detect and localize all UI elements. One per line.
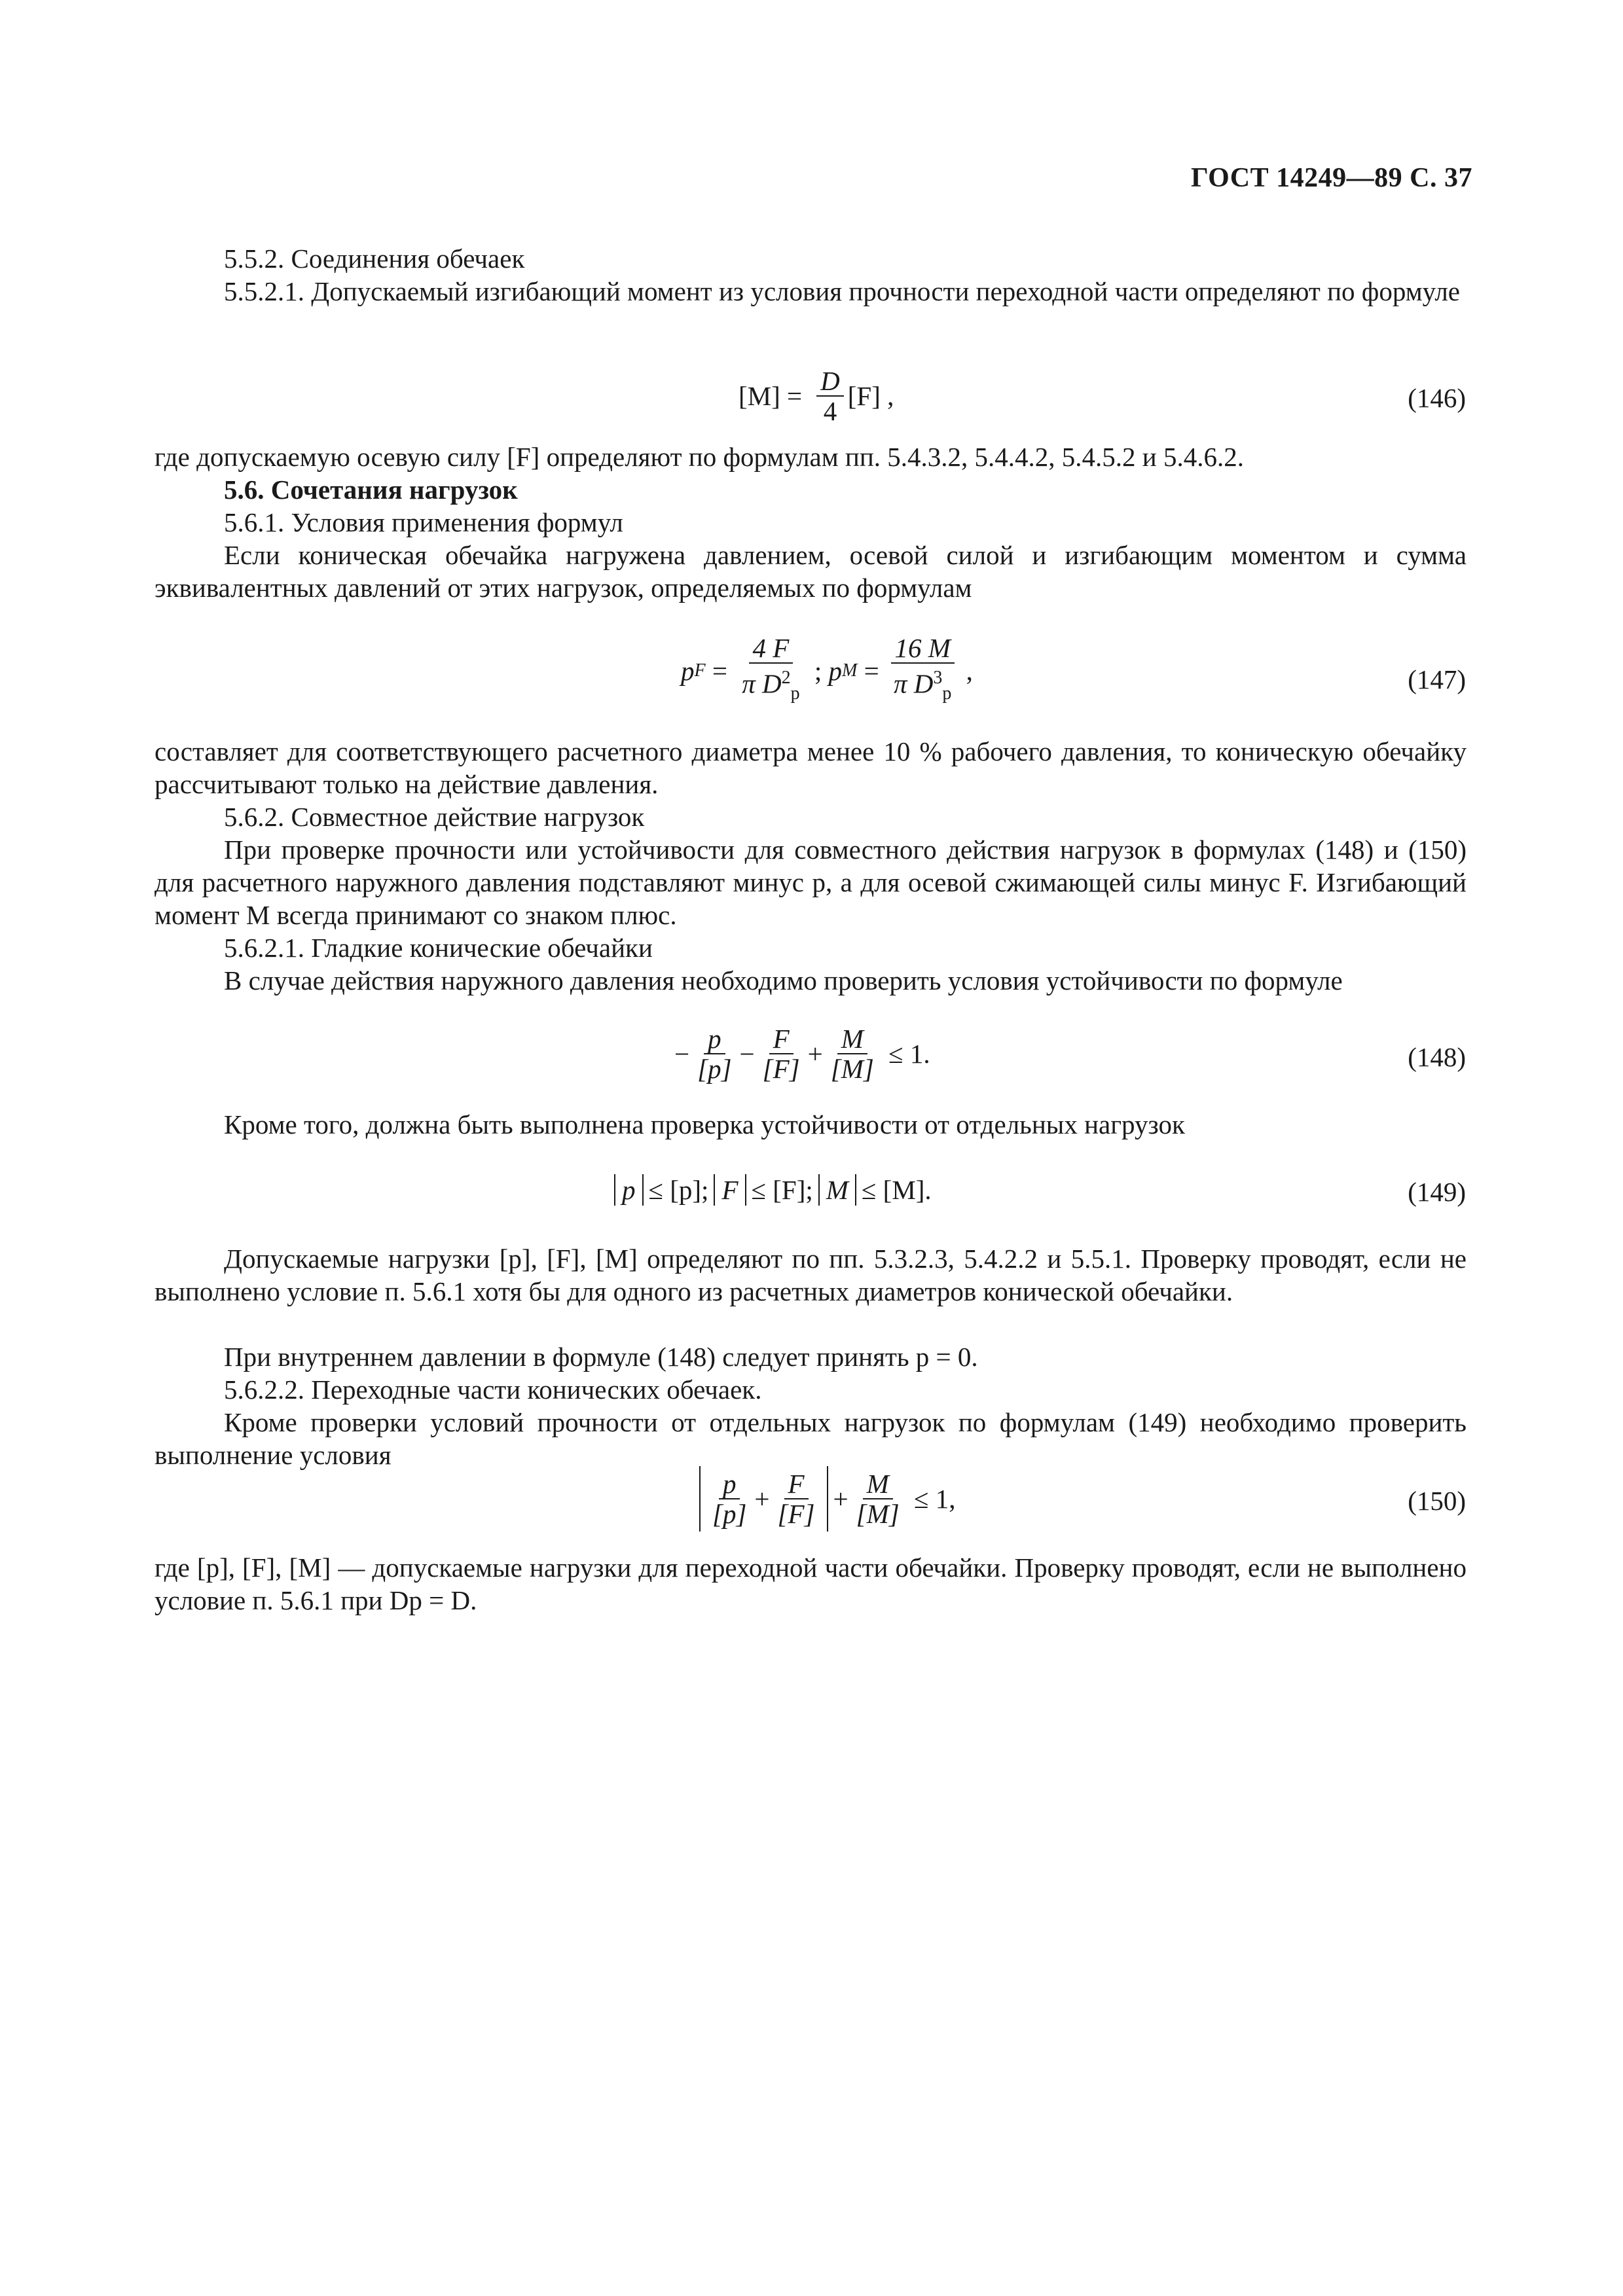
eq148-fraction-m: [827, 1024, 878, 1083]
paragraph-5621-title: 5.6.2.1. Гладкие конические обечайки: [224, 933, 653, 963]
eq147-pf-den-sub: р: [790, 683, 800, 704]
eq147-fraction-pf: [738, 634, 803, 708]
paragraph-after-146: где допускаемую осевую силу [F] определяют по формулам пп. 5.4.3.2, 5.4.4.2, 5.4.5.2 и 5.4.6.2.: [155, 442, 1245, 472]
paragraph-after-150: где [p], [F], [M] — допускаемые нагрузки для переходной части обечайки. Проверку проводят, если не выполнено условие п. 5.6.1 при Dр = D.: [155, 1552, 1467, 1615]
eq147-pf-den: π D: [742, 668, 782, 699]
eq150-fraction-m: [852, 1469, 903, 1528]
eq148-m-num: M: [837, 1024, 867, 1054]
eq149-tail-p: ≤ [p];: [648, 1175, 709, 1205]
paragraph-5521: 5.5.2.1. Допускаемый изгибающий момент из условия прочности переходной части определяют по формуле: [224, 276, 1461, 306]
equation-number-147: (147): [1408, 664, 1466, 694]
eq148-fraction-p: [693, 1024, 735, 1083]
eq146-rhs: [F] ,: [847, 381, 894, 411]
eq150-p-num: p: [719, 1469, 740, 1499]
equation-149: [609, 1174, 932, 1206]
equation-number-150: (150): [1408, 1486, 1466, 1516]
eq148-tail: ≤ 1.: [888, 1039, 930, 1069]
equation-number-146: (146): [1408, 383, 1466, 413]
equation-number-149: (149): [1408, 1177, 1466, 1207]
eq149-abs-m: M: [818, 1174, 856, 1206]
eq150-m-num: M: [863, 1469, 893, 1499]
eq146-num: D: [816, 367, 844, 397]
paragraph-5622: Кроме проверки условий прочности от отдельных нагрузок по формулам (149) необходимо проверить выполнение условия: [155, 1407, 1467, 1470]
eq148-fraction-f: [759, 1024, 804, 1083]
eq147-pm-sub: M: [842, 660, 858, 681]
eq147-pf-num: 4 F: [749, 634, 793, 664]
paragraph-after-149: Допускаемые нагрузки [p], [F], [M] определяют по пп. 5.3.2.3, 5.4.2.2 и 5.5.1. Проверку проводят, если не выполнено условие п. 5.6.1 хотя бы для одного из расчетных диаметров конической обечайки.: [155, 1244, 1467, 1306]
eq148-f-num: F: [769, 1024, 793, 1054]
paragraph-internal-pressure: При внутреннем давлении в формуле (148) следует принять p = 0.: [224, 1342, 978, 1372]
eq146-lhs: [M] =: [739, 381, 803, 411]
page-header: ГОСТ 14249—89 С. 37: [1190, 163, 1472, 193]
eq147-pf-sub: F: [694, 660, 706, 681]
equation-148: − $\frac{p}{[p]}$ − $\frac{F}{[F]}$ + $\frac{M}{[M]}$ ≤ 1.: [674, 1024, 930, 1084]
equation-147: p F = $\frac{4 F}{\pi D^2_р}$ ; p M = $\frac{16 M}{\pi D^3_р}$ ,: [681, 634, 973, 708]
eq148-p-num: p: [704, 1024, 725, 1054]
eq147-pm-den: π D: [894, 668, 934, 699]
paragraph-before-149: Кроме того, должна быть выполнена проверка устойчивости от отдельных нагрузок: [224, 1109, 1185, 1139]
eq150-f-num: F: [784, 1469, 809, 1499]
eq148-f-den: [F]: [762, 1054, 800, 1084]
eq147-fraction-pm: [890, 634, 955, 708]
equation-146: [739, 367, 894, 425]
section-56-title: 5.6. Сочетания нагрузок: [224, 475, 518, 505]
paragraph-561: Если коническая обечайка нагружена давлением, осевой силой и изгибающим моментом и сумма эквивалентных давлений от этих нагрузок, определяемых по формулам: [155, 540, 1467, 603]
eq148-p-den: [p]: [697, 1054, 732, 1084]
equation-150: $\frac{p}{[p]}$ + $\frac{F}{[F]}$ + $\frac{M}{[M]}$ ≤ 1,: [694, 1466, 955, 1532]
eq150-tail: ≤ 1,: [913, 1484, 956, 1514]
eq149-tail-f: ≤ [F];: [751, 1175, 813, 1205]
eq147-pm-den-sup: 3: [933, 668, 943, 688]
eq150-abs-group: $\frac{p}{[p]}$ + $\frac{F}{[F]}$: [699, 1466, 828, 1532]
eq149-abs-f: F: [714, 1174, 746, 1206]
paragraph-5622-title: 5.6.2.2. Переходные части конических обечаек.: [224, 1374, 762, 1405]
eq147-pm: p: [828, 655, 843, 686]
eq150-fraction-p: [708, 1469, 750, 1528]
paragraph-562-title: 5.6.2. Совместное действие нагрузок: [224, 802, 645, 832]
equation-number-148: (148): [1408, 1042, 1466, 1072]
eq149-tail-m: ≤ [M].: [861, 1175, 932, 1205]
paragraph-552-title: 5.5.2. Соединения обечаек: [224, 243, 525, 274]
eq147-pm-num: 16 M: [891, 634, 955, 664]
eq148-m-den: [M]: [830, 1054, 874, 1084]
eq150-f-den: [F]: [777, 1499, 815, 1529]
eq146-den: 4: [823, 396, 837, 426]
eq149-abs-p: p: [614, 1174, 644, 1206]
paragraph-5621: В случае действия наружного давления необходимо проверить условия устойчивости по формуле: [224, 965, 1343, 996]
eq147-pf: p: [681, 655, 695, 686]
eq150-fraction-f: [774, 1469, 819, 1528]
eq150-m-den: [M]: [856, 1499, 900, 1529]
eq146-fraction: [816, 367, 844, 425]
eq147-pm-den-sub: р: [942, 683, 952, 704]
eq147-pf-den-sup: 2: [781, 668, 791, 688]
paragraph-562: При проверке прочности или устойчивости для совместного действия нагрузок в формулах (148) и (150) для расчетного наружного давления подставляют минус p, а для осевой сжимающей силы минус F. Изгибающий момент M всегда принимают со знаком плюс.: [155, 834, 1467, 930]
paragraph-561-title: 5.6.1. Условия применения формул: [224, 507, 623, 537]
paragraph-after-147: составляет для соответствующего расчетного диаметра менее 10 % рабочего давления, то коническую обечайку рассчитывают только на действие давления.: [155, 736, 1467, 799]
eq150-p-den: [p]: [712, 1499, 747, 1529]
